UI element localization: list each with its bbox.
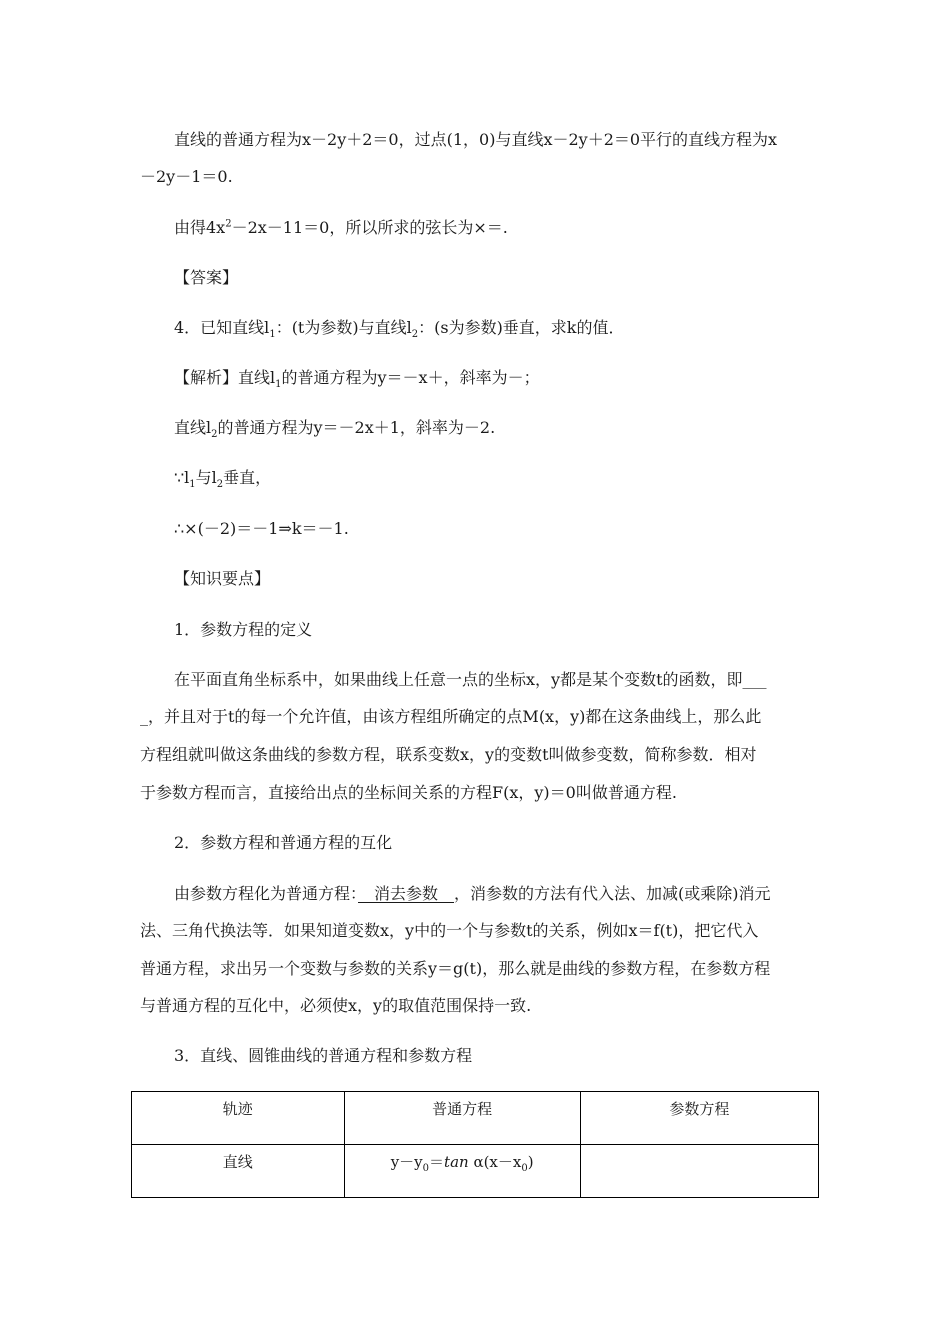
answer-heading: 【答案】 xyxy=(174,268,239,287)
solution-line: 【解析】直线$l_1$的普通方程为y＝－x＋，斜率为－； xyxy=(174,368,540,391)
section-heading: 1．参数方程的定义 xyxy=(174,620,313,639)
table-header-cell: 轨迹 xyxy=(132,1092,345,1145)
paragraph-line: 由参数方程化为普通方程： 消去参数 ，消参数的方法有代入法、加减(或乘除)消元 xyxy=(174,884,771,903)
track-cell: 直线 xyxy=(132,1145,345,1198)
text-line: 直线的普通方程为x－2y＋2＝0，过点(1，0)与直线x－2y＋2＝0平行的直线方程为x xyxy=(174,130,778,149)
paragraph-line: 法、三角代换法等．如果知道变数x，y中的一个与参数t的关系，例如x＝f(t)，把它代入 xyxy=(140,921,759,940)
parametric-equation-cell xyxy=(580,1145,818,1198)
solution-line: ∴×(－2)＝－1⇒k＝－1. xyxy=(174,519,349,538)
fill-blank-answer: 消去参数 xyxy=(358,884,455,903)
table-header-row xyxy=(132,1092,819,1145)
solution-line: 直线$l_2$的普通方程为y＝－2x＋1，斜率为－2. xyxy=(174,418,496,441)
paragraph-line: 与普通方程的互化中，必须使x，y的取值范围保持一致. xyxy=(140,996,532,1015)
paragraph-line: _，并且对于t的每一个允许值，由该方程组所确定的点M(x，y)都在这条曲线上，那么此 xyxy=(140,707,762,726)
key-points-heading: 【知识要点】 xyxy=(174,569,271,588)
section-heading: 2．参数方程和普通方程的互化 xyxy=(174,833,393,852)
table-header-cell: 参数方程 xyxy=(580,1092,818,1145)
text-line: 由得$4x^2-2x-11=0$，所以所求的弦长为×＝. xyxy=(174,218,508,237)
paragraph-line: 方程组就叫做这条曲线的参数方程，联系变数x，y的变数t叫做参变数，简称参数．相对 xyxy=(140,745,757,764)
paragraph-line: 于参数方程而言，直接给出点的坐标间关系的方程F(x，y)＝0叫做普通方程. xyxy=(140,783,677,802)
equations-table xyxy=(131,1091,819,1198)
paragraph-line: 在平面直角坐标系中，如果曲线上任意一点的坐标x，y都是某个变数t的函数，即___ xyxy=(174,670,767,689)
text-line: －2y－1＝0. xyxy=(140,167,233,186)
question-4: 4．已知直线$l_1$：(t为参数)与直线$l_2$：(s为参数)垂直，求k的值． xyxy=(174,318,625,341)
section-heading: 3．直线、圆锥曲线的普通方程和参数方程 xyxy=(174,1046,473,1065)
table-header-cell: 普通方程 xyxy=(344,1092,580,1145)
solution-line: $\because l_1$与$l_2$垂直， xyxy=(174,468,272,491)
paragraph-line: 普通方程，求出另一个变数与参数的关系y＝g(t)，那么就是曲线的参数方程，在参数方程 xyxy=(140,959,771,978)
general-equation-cell: $y-y_0=\tan$ $\alpha(x-x_0)$ xyxy=(344,1145,580,1198)
table-row xyxy=(132,1145,819,1198)
